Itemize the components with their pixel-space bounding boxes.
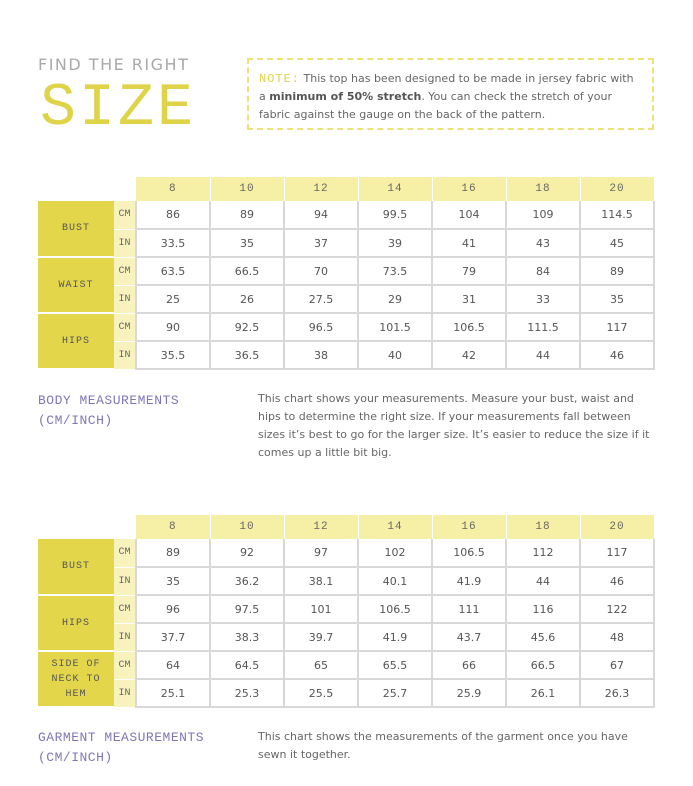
table-row <box>38 229 654 257</box>
value-cell: 46 <box>580 341 654 369</box>
value-cell: 41.9 <box>432 567 506 595</box>
table-row <box>38 595 654 623</box>
note-text-before: This top has been designed to be made in jersey fabric with a <box>259 72 634 103</box>
value-cell: 111.5 <box>506 313 580 341</box>
value-cell: 96.5 <box>284 313 358 341</box>
measurement-label: BUST <box>38 539 114 595</box>
value-cell: 33 <box>506 285 580 313</box>
value-cell: 25 <box>136 285 210 313</box>
unit-label-cm: CM <box>114 651 136 679</box>
unit-label-in: IN <box>114 679 136 707</box>
value-cell: 35 <box>210 229 284 257</box>
garment-measurements-title <box>38 728 204 768</box>
value-cell: 41.9 <box>358 623 432 651</box>
value-cell: 35.5 <box>136 341 210 369</box>
unit-label-in: IN <box>114 567 136 595</box>
blank-cell <box>114 177 136 201</box>
table-row <box>38 313 654 341</box>
value-cell: 37.7 <box>136 623 210 651</box>
value-cell: 35 <box>136 567 210 595</box>
measurement-label: SIDE OF NECK TO HEM <box>38 651 114 707</box>
find-the-right-title: FIND THE RIGHT <box>38 55 190 74</box>
note-text-after: . You can check the stretch of your fabric against the gauge on the back of the pattern. <box>259 90 613 121</box>
value-cell: 39.7 <box>284 623 358 651</box>
table-row <box>38 257 654 285</box>
value-cell: 106.5 <box>432 539 506 567</box>
value-cell: 66.5 <box>210 257 284 285</box>
value-cell: 111 <box>432 595 506 623</box>
value-cell: 25.9 <box>432 679 506 707</box>
value-cell: 45 <box>580 229 654 257</box>
value-cell: 38.1 <box>284 567 358 595</box>
unit-label-cm: CM <box>114 201 136 229</box>
body-measurements-description: This chart shows your measurements. Measure your bust, waist and hips to determine the right size. If your measurements fall between sizes it’s best to go for the larger size. It’s easier to reduce the size if it comes up a little bit big. <box>258 392 650 459</box>
value-cell: 36.2 <box>210 567 284 595</box>
value-cell: 45.6 <box>506 623 580 651</box>
value-cell: 25.7 <box>358 679 432 707</box>
value-cell: 26.1 <box>506 679 580 707</box>
value-cell: 26 <box>210 285 284 313</box>
value-cell: 25.5 <box>284 679 358 707</box>
value-cell: 44 <box>506 567 580 595</box>
value-cell: 109 <box>506 201 580 229</box>
value-cell: 65 <box>284 651 358 679</box>
value-cell: 101.5 <box>358 313 432 341</box>
size-header-cell: 10 <box>210 177 284 201</box>
size-header-cell: 14 <box>358 515 432 539</box>
value-cell: 79 <box>432 257 506 285</box>
unit-label-in: IN <box>114 229 136 257</box>
value-cell: 122 <box>580 595 654 623</box>
value-cell: 106.5 <box>358 595 432 623</box>
garment-measurements-title-line2: (CM/INCH) <box>38 750 113 765</box>
value-cell: 106.5 <box>432 313 506 341</box>
value-cell: 117 <box>580 313 654 341</box>
value-cell: 29 <box>358 285 432 313</box>
value-cell: 112 <box>506 539 580 567</box>
value-cell: 70 <box>284 257 358 285</box>
value-cell: 64 <box>136 651 210 679</box>
blank-cell <box>114 515 136 539</box>
note-label: NOTE: <box>259 72 301 86</box>
value-cell: 33.5 <box>136 229 210 257</box>
value-cell: 38.3 <box>210 623 284 651</box>
value-cell: 116 <box>506 595 580 623</box>
value-cell: 31 <box>432 285 506 313</box>
value-cell: 39 <box>358 229 432 257</box>
value-cell: 37 <box>284 229 358 257</box>
value-cell: 40 <box>358 341 432 369</box>
size-header-cell: 8 <box>136 515 210 539</box>
value-cell: 97 <box>284 539 358 567</box>
value-cell: 92 <box>210 539 284 567</box>
value-cell: 67 <box>580 651 654 679</box>
value-cell: 117 <box>580 539 654 567</box>
body-measurements-table <box>38 177 655 370</box>
measurement-label: HIPS <box>38 595 114 651</box>
value-cell: 84 <box>506 257 580 285</box>
value-cell: 63.5 <box>136 257 210 285</box>
blank-cell <box>38 515 114 539</box>
note-box <box>247 58 654 130</box>
measurement-label: HIPS <box>38 313 114 369</box>
blank-cell <box>38 177 114 201</box>
value-cell: 44 <box>506 341 580 369</box>
body-measurements-title <box>38 391 179 431</box>
value-cell: 92.5 <box>210 313 284 341</box>
unit-label-in: IN <box>114 341 136 369</box>
value-cell: 43 <box>506 229 580 257</box>
value-cell: 99.5 <box>358 201 432 229</box>
value-cell: 96 <box>136 595 210 623</box>
size-header-cell: 12 <box>284 177 358 201</box>
value-cell: 101 <box>284 595 358 623</box>
value-cell: 94 <box>284 201 358 229</box>
size-header-row <box>38 177 654 201</box>
size-title: SIZE <box>40 75 197 143</box>
value-cell: 90 <box>136 313 210 341</box>
value-cell: 38 <box>284 341 358 369</box>
value-cell: 97.5 <box>210 595 284 623</box>
table-row <box>38 651 654 679</box>
body-measurements-title-line1: BODY MEASUREMENTS <box>38 393 180 408</box>
size-header-cell: 12 <box>284 515 358 539</box>
size-header-cell: 14 <box>358 177 432 201</box>
size-header-cell: 16 <box>432 515 506 539</box>
unit-label-cm: CM <box>114 595 136 623</box>
note-bold-text: minimum of 50% stretch <box>269 90 422 103</box>
garment-measurements-description: This chart shows the measurements of the garment once you have sewn it together. <box>258 730 628 761</box>
size-header-row <box>38 515 654 539</box>
size-header-cell: 8 <box>136 177 210 201</box>
table-row <box>38 341 654 369</box>
unit-label-in: IN <box>114 623 136 651</box>
table-row <box>38 201 654 229</box>
table-row <box>38 567 654 595</box>
size-header-cell: 20 <box>580 177 654 201</box>
table-row <box>38 285 654 313</box>
value-cell: 42 <box>432 341 506 369</box>
unit-label-cm: CM <box>114 539 136 567</box>
value-cell: 89 <box>210 201 284 229</box>
value-cell: 27.5 <box>284 285 358 313</box>
size-header-cell: 10 <box>210 515 284 539</box>
body-measurements-title-line2: (CM/INCH) <box>38 413 113 428</box>
value-cell: 46 <box>580 567 654 595</box>
value-cell: 89 <box>136 539 210 567</box>
value-cell: 48 <box>580 623 654 651</box>
size-header-cell: 20 <box>580 515 654 539</box>
value-cell: 41 <box>432 229 506 257</box>
value-cell: 64.5 <box>210 651 284 679</box>
value-cell: 102 <box>358 539 432 567</box>
unit-label-in: IN <box>114 285 136 313</box>
size-header-cell: 18 <box>506 177 580 201</box>
value-cell: 40.1 <box>358 567 432 595</box>
value-cell: 65.5 <box>358 651 432 679</box>
garment-measurements-title-line1: GARMENT MEASUREMENTS <box>38 730 205 745</box>
value-cell: 35 <box>580 285 654 313</box>
value-cell: 73.5 <box>358 257 432 285</box>
value-cell: 25.3 <box>210 679 284 707</box>
measurement-label: WAIST <box>38 257 114 313</box>
value-cell: 36.5 <box>210 341 284 369</box>
value-cell: 26.3 <box>580 679 654 707</box>
value-cell: 89 <box>580 257 654 285</box>
unit-label-cm: CM <box>114 257 136 285</box>
value-cell: 66.5 <box>506 651 580 679</box>
size-header-cell: 18 <box>506 515 580 539</box>
value-cell: 43.7 <box>432 623 506 651</box>
value-cell: 86 <box>136 201 210 229</box>
measurement-label: BUST <box>38 201 114 257</box>
size-header-cell: 16 <box>432 177 506 201</box>
value-cell: 114.5 <box>580 201 654 229</box>
table-row <box>38 679 654 707</box>
value-cell: 25.1 <box>136 679 210 707</box>
value-cell: 66 <box>432 651 506 679</box>
unit-label-cm: CM <box>114 313 136 341</box>
value-cell: 104 <box>432 201 506 229</box>
table-row <box>38 623 654 651</box>
table-row <box>38 539 654 567</box>
garment-measurements-table <box>38 515 655 708</box>
